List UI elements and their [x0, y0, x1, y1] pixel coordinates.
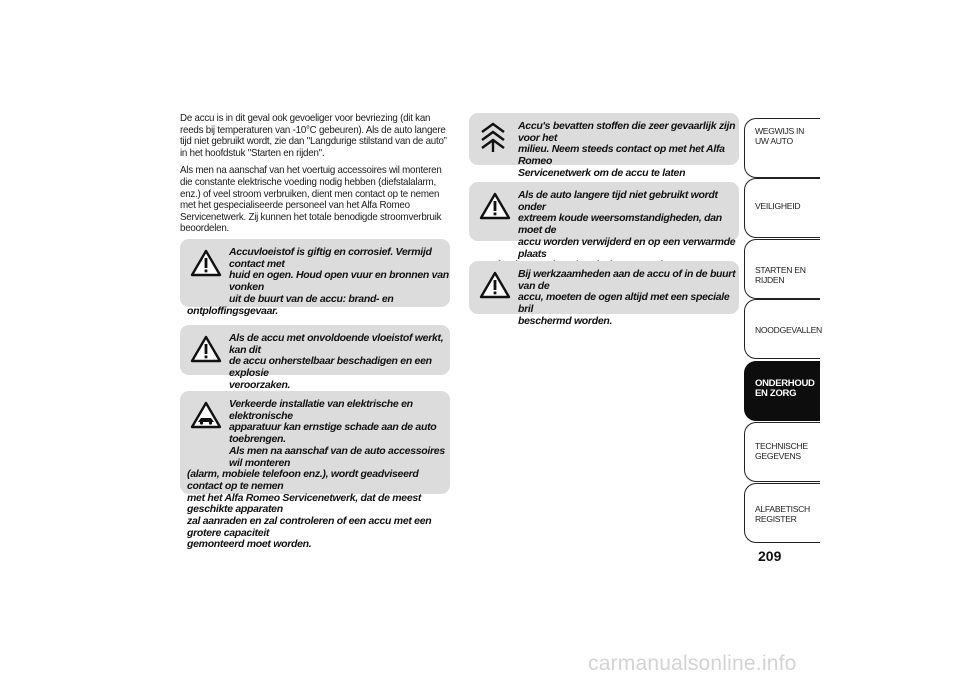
warning-line: Als men na aanschaf van de auto accessoires wil monteren: [229, 444, 445, 469]
warning-line: beschermd worden.: [518, 314, 613, 327]
tab-onderhoud-en-zorg[interactable]: [744, 361, 820, 421]
warning-line: uit de buurt van de accu: brand- en: [229, 292, 394, 305]
body-paragraph: De accu is in dit geval ook gevoeliger voor bevriezing (dit kan reeds bij temperaturen van -10°C gebeuren). Als de auto langere tijd niet gebruikt wordt, zie dan "Langdurige stilstand van de auto” in het hoofdstuk "Starten en rijden".: [180, 112, 447, 159]
warning-text: [476, 190, 738, 272]
warning-line: zal aanraden en zal controleren of een accu met een grotere capaciteit: [187, 515, 432, 539]
warning-line: accu, moeten de ogen altijd met een speciale bril: [518, 291, 730, 316]
warning-line: apparatuur kan ernstige schade aan de auto toebrengen.: [229, 421, 437, 446]
warning-line: veroorzaken.: [229, 378, 291, 391]
warning-box: [469, 261, 739, 327]
environment-box: [469, 113, 739, 179]
page-number: 209: [758, 548, 782, 564]
warning-line: Servicenetwerk om de accu te laten: [518, 166, 686, 179]
left-column: [180, 113, 450, 241]
warning-line: (alarm, mobiele telefoon enz.), wordt geadviseerd contact op te nemen: [187, 468, 419, 492]
warning-text: [476, 121, 738, 191]
tab-label: ONDERHOUD EN ZORG: [755, 378, 815, 399]
tab-starten-en-rijden[interactable]: [744, 239, 820, 299]
warning-text: [187, 399, 449, 551]
warning-line: Accuvloeistof is giftig en corrosief. Vermijd contact met: [229, 246, 432, 270]
warning-line: milieu. Neem steeds contact op met het Alfa Romeo: [518, 143, 725, 168]
warning-box: [180, 391, 450, 551]
warning-line: de accu onherstelbaar beschadigen en een explosie: [229, 355, 432, 380]
warning-box: [180, 239, 450, 317]
warning-box: [180, 325, 450, 391]
tab-label: WEGWIJS IN UW AUTO: [755, 126, 805, 146]
tab-veiligheid[interactable]: [744, 178, 820, 238]
tab-label: NOODGEVALLEN: [755, 325, 822, 335]
tab-noodgevallen[interactable]: [744, 299, 820, 359]
tab-label: TECHNISCHE GEGEVENS: [755, 441, 808, 461]
warning-box: [469, 182, 739, 260]
tab-label: VEILIGHEID: [755, 201, 801, 211]
warning-text: [476, 269, 738, 328]
warning-line: Als de accu met onvoldoende vloeistof werkt, kan dit: [229, 332, 444, 356]
tab-wegwijs[interactable]: [744, 118, 820, 178]
tab-label: STARTEN EN RIJDEN: [755, 265, 806, 285]
tab-technische-gegevens[interactable]: [744, 422, 820, 482]
warning-text: [187, 247, 449, 317]
body-paragraph: Als men na aanschaf van het voertuig accessoires wil monteren die constante elektrische voeding nodig hebben (diefstalalarm, enz.) of veel stroom verbruiken, dient men contact op te nemen met het gespecialiseerde personeel van het Alfa Romeo Servicenetwerk. Zij kunnen het totale benodigde stroomverbruik beoordelen.: [180, 164, 442, 235]
footer-watermark: carmanualsonline.info: [588, 652, 797, 675]
warning-line: accu worden verwijderd en op een verwarmde plaats: [518, 235, 736, 260]
warning-line: Verkeerde installatie van elektrische en elektronische: [229, 398, 413, 422]
warning-line: ontploffingsgevaar.: [187, 304, 278, 317]
tab-alfabetisch-register[interactable]: [744, 483, 820, 543]
warning-line: Als de auto langere tijd niet gebruikt wordt onder: [518, 189, 718, 213]
warning-line: met het Alfa Romeo Servicenetwerk, dat de meest geschikte apparaten: [187, 491, 422, 516]
warning-line: Bij werkzaamheden aan de accu of in de buurt van de: [518, 268, 736, 292]
warning-text: [187, 333, 449, 392]
warning-line: gemonteerd moet worden.: [187, 538, 312, 551]
tab-label: ALFABETISCH REGISTER: [755, 504, 810, 524]
warning-line: huid en ogen. Houd open vuur en bronnen van vonken: [229, 269, 449, 294]
warning-line: extreem koude weersomstandigheden, dan moet de: [518, 212, 722, 237]
warning-line: Accu's bevatten stoffen die zeer gevaarlijk zijn voor het: [518, 120, 736, 144]
